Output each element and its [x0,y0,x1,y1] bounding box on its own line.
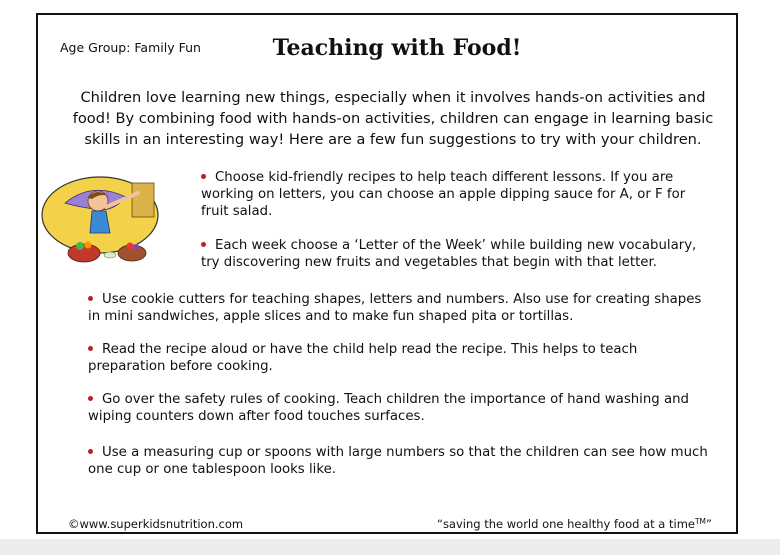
page-title: Teaching with Food! [272,35,522,61]
cucumber-slice [104,252,116,258]
tip-item: Read the recipe aloud or have the child help read the recipe. This helps to teach preparation before cooking. [88,342,638,374]
vegetable-red [127,243,134,250]
age-group-label: Age Group: Family Fun [60,40,201,55]
tip-item: Choose kid-friendly recipes to help teach different lessons. If you are working on letters, you can choose an apple dipping sauce for A, or F for fruit salad. [201,170,686,219]
website-credit: ©www.superkidsnutrition.com [68,517,244,531]
tip-item: Each week choose a ‘Letter of the Week’ while building new vocabulary, try discovering new fruits and vegetables that begin with that letter. [201,238,697,270]
vegetable-orange [85,242,92,249]
kid-body [90,211,110,233]
slogan: “saving the world one healthy food at a time™” [436,517,712,531]
intro-paragraph: Children love learning new things, especially when it involves hands-on activities and food! By combining food with hands-on activities, children can engage in learning basic skills in an interesting way! Here are a few fun suggestions to try with your children. [72,89,714,148]
superkid-chef-illustration [40,163,200,273]
tip-item: Use a measuring cup or spoons with large numbers so that the children can see how much one cup or one tablespoon looks like. [88,445,708,477]
vegetable-basket-left [68,244,100,262]
vegetable-purple [133,244,139,250]
bullet-icon [88,396,93,401]
bullet-icon [88,346,93,351]
bullet-icon [201,242,206,247]
vegetable-green [76,242,84,250]
trademark-mark: TM [694,517,707,526]
cabinet-shape [132,183,154,217]
bullet-icon [88,449,93,454]
tip-item: Use cookie cutters for teaching shapes, letters and numbers. Also use for creating shapes in mini sandwiches, apple slices and to make fun shaped pita or tortillas. [88,292,702,324]
bullet-icon [201,174,206,179]
handout-card [36,13,738,534]
page-bottom-shade [0,539,780,555]
tip-item: Go over the safety rules of cooking. Teach children the importance of hand washing and wiping counters down after food touches surfaces. [88,392,689,424]
bullet-icon [88,296,93,301]
